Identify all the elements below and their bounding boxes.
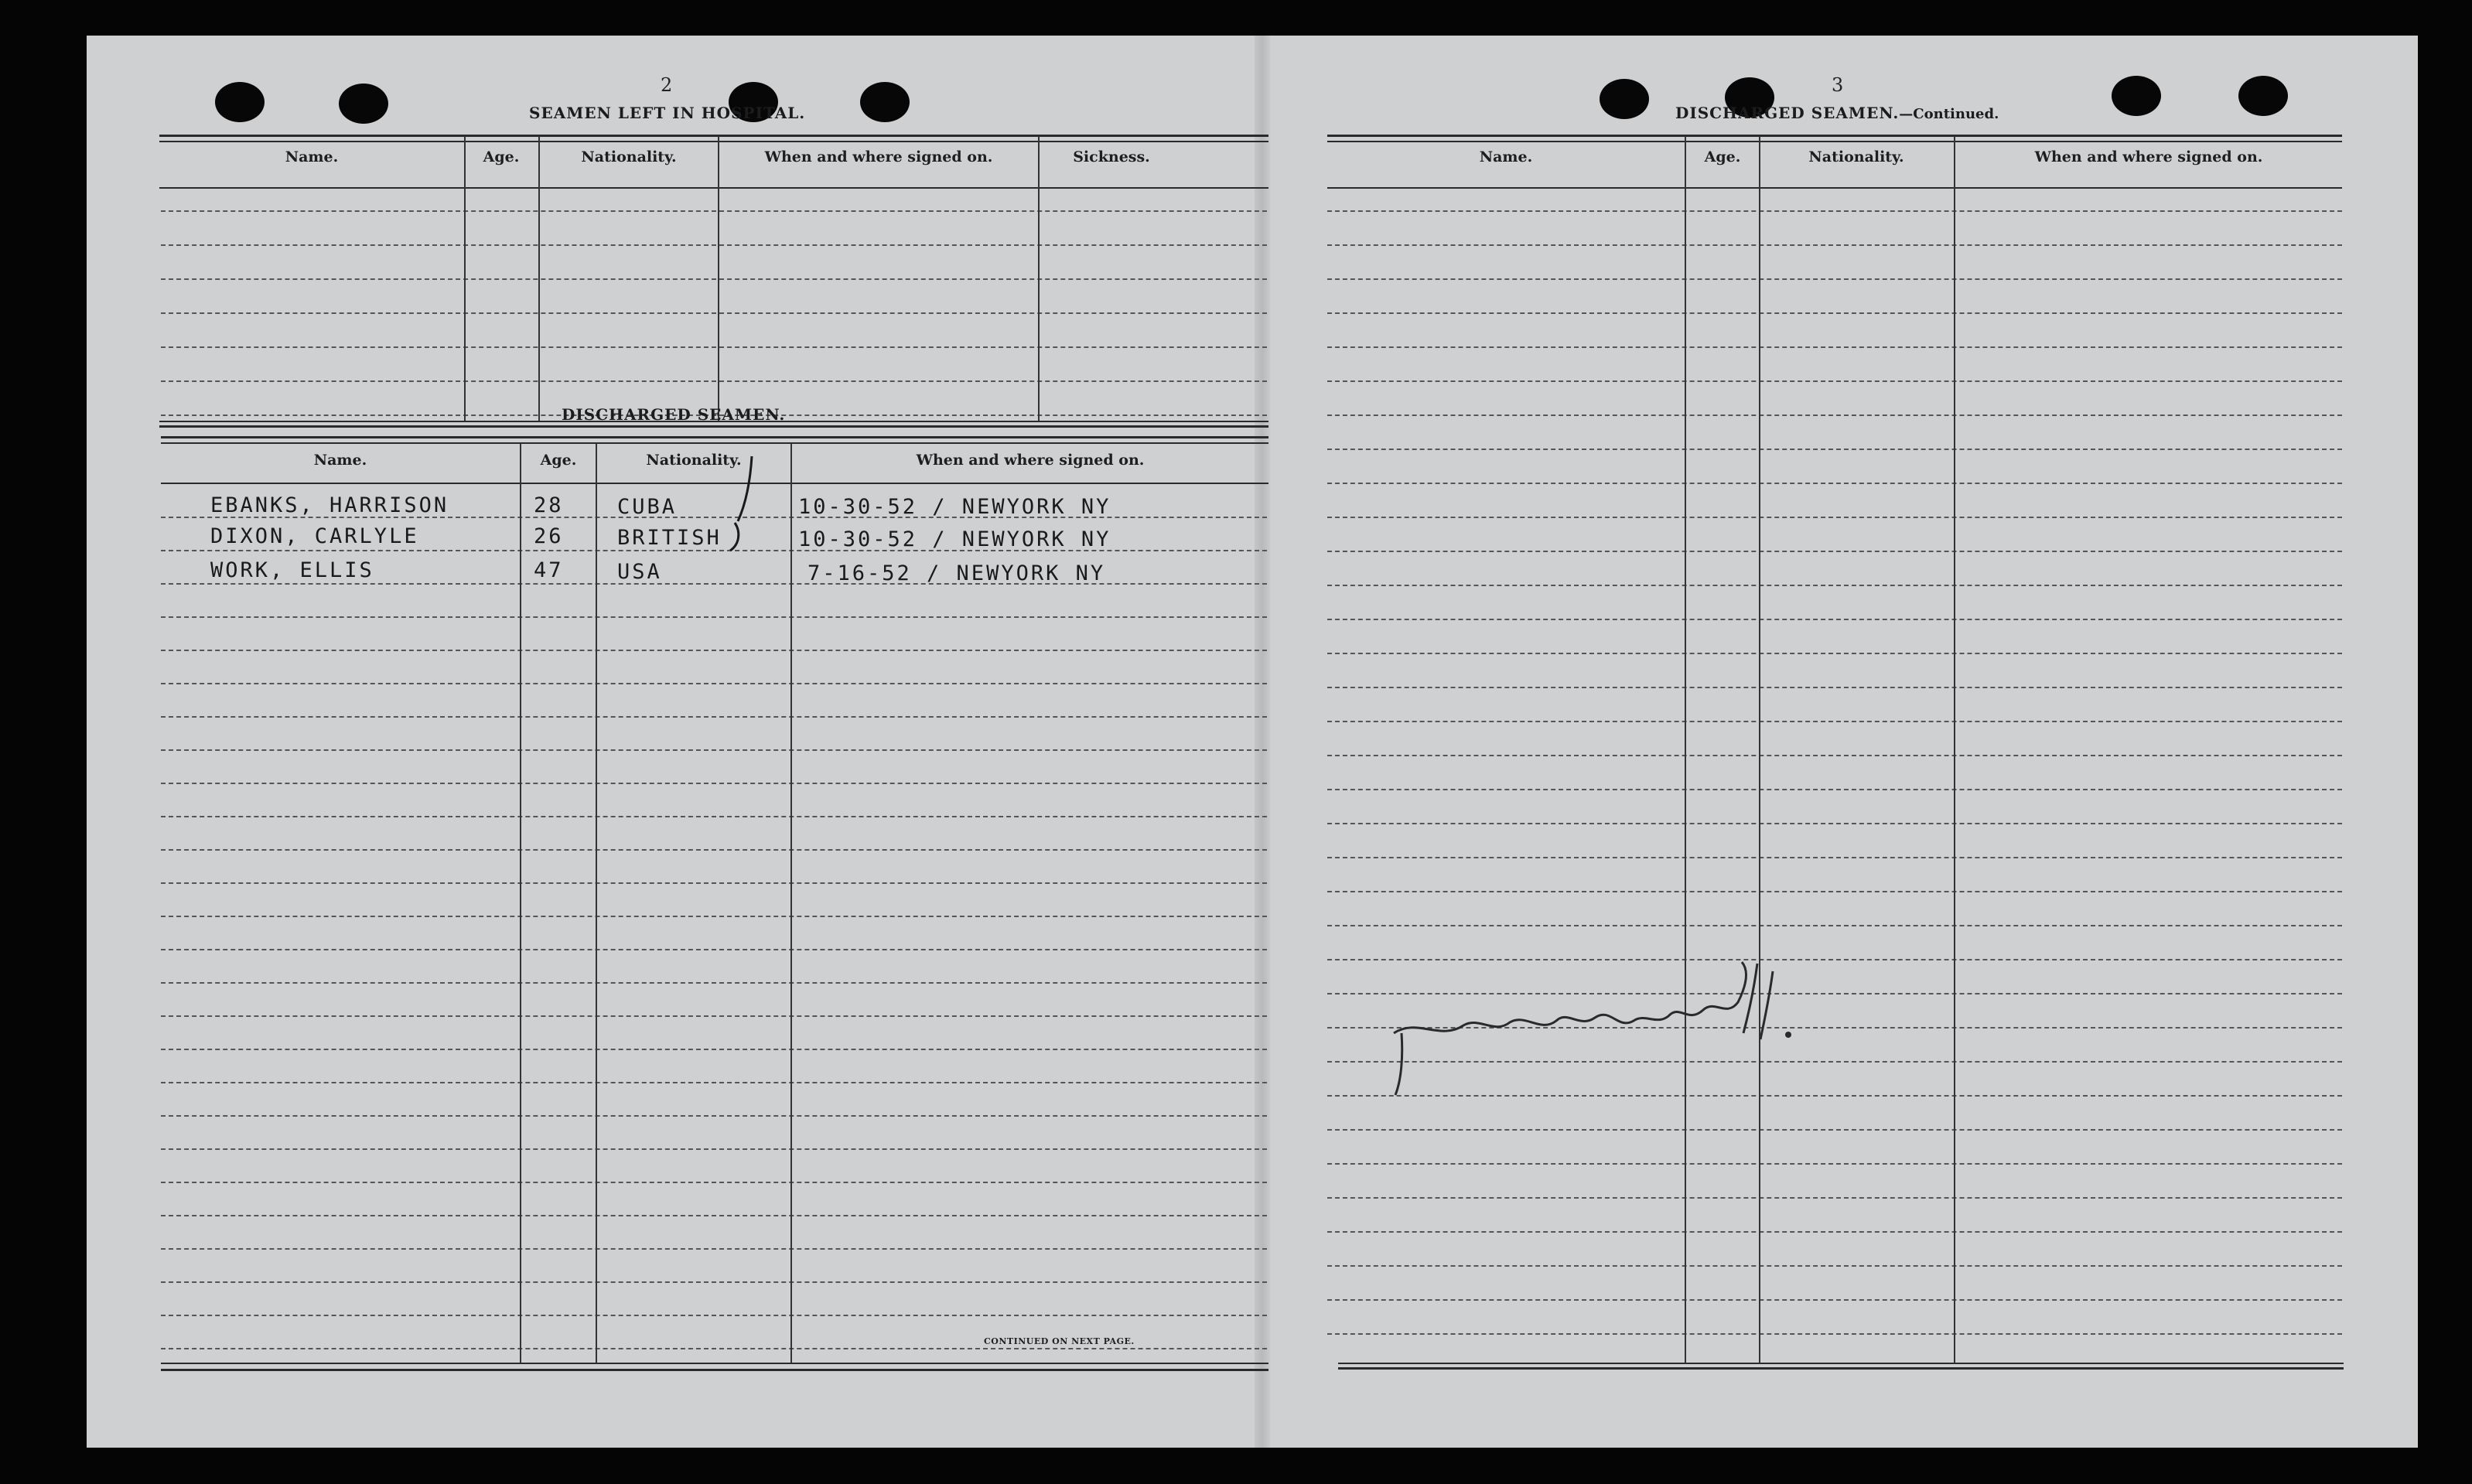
discharged-header-signed-on: When and where signed on. — [916, 452, 1145, 469]
hospital-table-top-rule — [159, 141, 1268, 142]
right-ruled-line — [1327, 551, 2342, 552]
discharged-ruled-line — [161, 916, 1267, 917]
hospital-ruled-line — [161, 244, 1267, 246]
right-ruled-line — [1327, 891, 2342, 892]
hospital-header-sickness: Sickness. — [1073, 148, 1150, 165]
right-header-age: Age. — [1704, 148, 1741, 165]
discharged-ruled-line — [161, 1115, 1267, 1117]
seaman-nationality: CUBA — [617, 495, 678, 519]
right-ruled-line — [1327, 925, 2342, 926]
hospital-col-divider — [1038, 136, 1040, 422]
right-ruled-line — [1327, 619, 2342, 620]
right-section-title-text: DISCHARGED SEAMEN. — [1675, 104, 1900, 122]
hospital-header-signed-on: When and where signed on. — [764, 148, 993, 165]
right-ruled-line — [1327, 312, 2342, 314]
discharged-ruled-line — [161, 650, 1267, 651]
right-header-signed-on: When and where signed on. — [2034, 148, 2263, 165]
seaman-nationality: BRITISH — [617, 526, 722, 550]
right-table-top-rule — [1327, 141, 2342, 142]
discharged-ruled-line — [161, 1315, 1267, 1316]
hospital-ruled-line — [161, 278, 1267, 280]
punch-hole — [2238, 76, 2288, 116]
right-table-bottom-rule — [1338, 1363, 2344, 1364]
hospital-table-top-rule — [159, 135, 1268, 137]
discharged-table-bottom-rule — [161, 1363, 1268, 1364]
discharged-col-divider — [790, 444, 792, 1364]
discharged-ruled-line — [161, 1015, 1267, 1017]
right-table-bottom-rule — [1338, 1367, 2344, 1370]
seaman-nationality: USA — [617, 560, 662, 584]
right-section-title-suffix: —Continued. — [1899, 106, 1999, 122]
hospital-ruled-line — [161, 346, 1267, 348]
discharged-ruled-line — [161, 1148, 1267, 1150]
discharged-table-top-rule — [161, 442, 1268, 444]
right-ruled-line — [1327, 1129, 2342, 1131]
discharged-ruled-line — [161, 849, 1267, 851]
right-ruled-line — [1327, 789, 2342, 790]
punch-hole — [339, 84, 388, 124]
right-table-top-rule — [1327, 135, 2342, 137]
hospital-col-divider — [538, 136, 540, 422]
right-ruled-line — [1327, 244, 2342, 246]
check-mark — [729, 450, 760, 527]
hospital-section-title: SEAMEN LEFT IN HOSPITAL. — [529, 104, 806, 122]
seaman-signed-on: 10-30-52 / NEWYORK NY — [798, 495, 1111, 519]
punch-hole — [1600, 79, 1649, 119]
discharged-ruled-line — [161, 1215, 1267, 1216]
hospital-ruled-line — [161, 312, 1267, 314]
discharged-section-title: DISCHARGED SEAMEN. — [562, 405, 786, 424]
hospital-header-nationality: Nationality. — [581, 148, 677, 165]
discharged-ruled-line — [161, 1248, 1267, 1250]
right-ruled-line — [1327, 1197, 2342, 1199]
discharged-ruled-line — [161, 982, 1267, 984]
hospital-col-divider — [464, 136, 466, 422]
right-ruled-line — [1327, 1231, 2342, 1233]
discharged-col-divider — [520, 444, 521, 1364]
seaman-age: 47 — [534, 558, 564, 582]
right-col-divider — [1685, 136, 1686, 1364]
right-header-rule — [1327, 187, 2342, 189]
seaman-name: DIXON, CARLYLE — [210, 524, 419, 548]
hospital-header-rule — [159, 187, 1268, 189]
right-ruled-line — [1327, 380, 2342, 382]
discharged-header-name: Name. — [313, 452, 367, 469]
discharged-header-age: Age. — [540, 452, 577, 469]
right-ruled-line — [1327, 483, 2342, 484]
punch-hole — [2112, 76, 2161, 116]
right-col-divider — [1954, 136, 1955, 1364]
discharged-ruled-line — [161, 783, 1267, 784]
discharged-table-bottom-rule — [161, 1369, 1268, 1371]
hospital-header-age: Age. — [483, 148, 520, 165]
right-ruled-line — [1327, 449, 2342, 450]
page-number-left: 2 — [661, 74, 673, 96]
right-ruled-line — [1327, 585, 2342, 586]
seaman-age: 28 — [534, 493, 564, 517]
hospital-ruled-line — [161, 210, 1267, 212]
right-ruled-line — [1327, 823, 2342, 824]
discharged-ruled-line — [161, 1082, 1267, 1083]
handwritten-signature — [1386, 948, 1819, 1103]
discharged-ruled-line — [161, 1049, 1267, 1050]
right-ruled-line — [1327, 687, 2342, 688]
discharged-ruled-line — [161, 1182, 1267, 1183]
right-section-title — [1675, 104, 1999, 122]
right-ruled-line — [1327, 278, 2342, 280]
hospital-header-name: Name. — [285, 148, 339, 165]
right-ruled-line — [1327, 517, 2342, 518]
right-ruled-line — [1327, 653, 2342, 654]
continued-footer: CONTINUED ON NEXT PAGE. — [984, 1336, 1135, 1346]
right-ruled-line — [1327, 721, 2342, 722]
right-header-nationality: Nationality. — [1808, 148, 1904, 165]
punch-hole — [860, 82, 910, 122]
right-ruled-line — [1327, 414, 2342, 416]
right-ruled-line — [1327, 1163, 2342, 1165]
discharged-ruled-line — [161, 683, 1267, 684]
hospital-ruled-line — [161, 380, 1267, 382]
right-ruled-line — [1327, 210, 2342, 212]
page-number-right: 3 — [1832, 74, 1844, 96]
discharged-col-divider — [596, 444, 597, 1364]
discharged-ruled-line — [161, 716, 1267, 718]
seaman-signed-on: 7-16-52 / NEWYORK NY — [807, 561, 1106, 585]
right-header-name: Name. — [1479, 148, 1533, 165]
right-ruled-line — [1327, 1333, 2342, 1335]
punch-hole — [215, 82, 265, 122]
discharged-ruled-line — [161, 749, 1267, 751]
right-ruled-line — [1327, 1265, 2342, 1267]
seaman-signed-on: 10-30-52 / NEWYORK NY — [798, 527, 1111, 551]
discharged-ruled-line — [161, 1281, 1267, 1283]
right-ruled-line — [1327, 857, 2342, 858]
right-ruled-line — [1327, 1299, 2342, 1301]
check-mark — [726, 518, 749, 557]
hospital-table-bottom-rule — [159, 425, 1268, 428]
discharged-table-top-rule — [161, 436, 1268, 438]
document-sheet — [87, 36, 2418, 1448]
right-col-divider — [1759, 136, 1760, 1364]
discharged-ruled-line — [161, 816, 1267, 817]
page-fold — [1255, 36, 1270, 1448]
discharged-header-nationality: Nationality. — [646, 452, 742, 469]
seaman-age: 26 — [534, 524, 564, 548]
discharged-ruled-line — [161, 616, 1267, 618]
discharged-header-rule — [161, 483, 1268, 484]
right-ruled-line — [1327, 755, 2342, 756]
hospital-col-divider — [718, 136, 719, 422]
discharged-ruled-line — [161, 882, 1267, 884]
seaman-name: EBANKS, HARRISON — [210, 493, 449, 517]
discharged-ruled-line — [161, 949, 1267, 950]
right-ruled-line — [1327, 346, 2342, 348]
seaman-name: WORK, ELLIS — [210, 558, 374, 582]
discharged-ruled-line — [161, 1348, 1267, 1349]
